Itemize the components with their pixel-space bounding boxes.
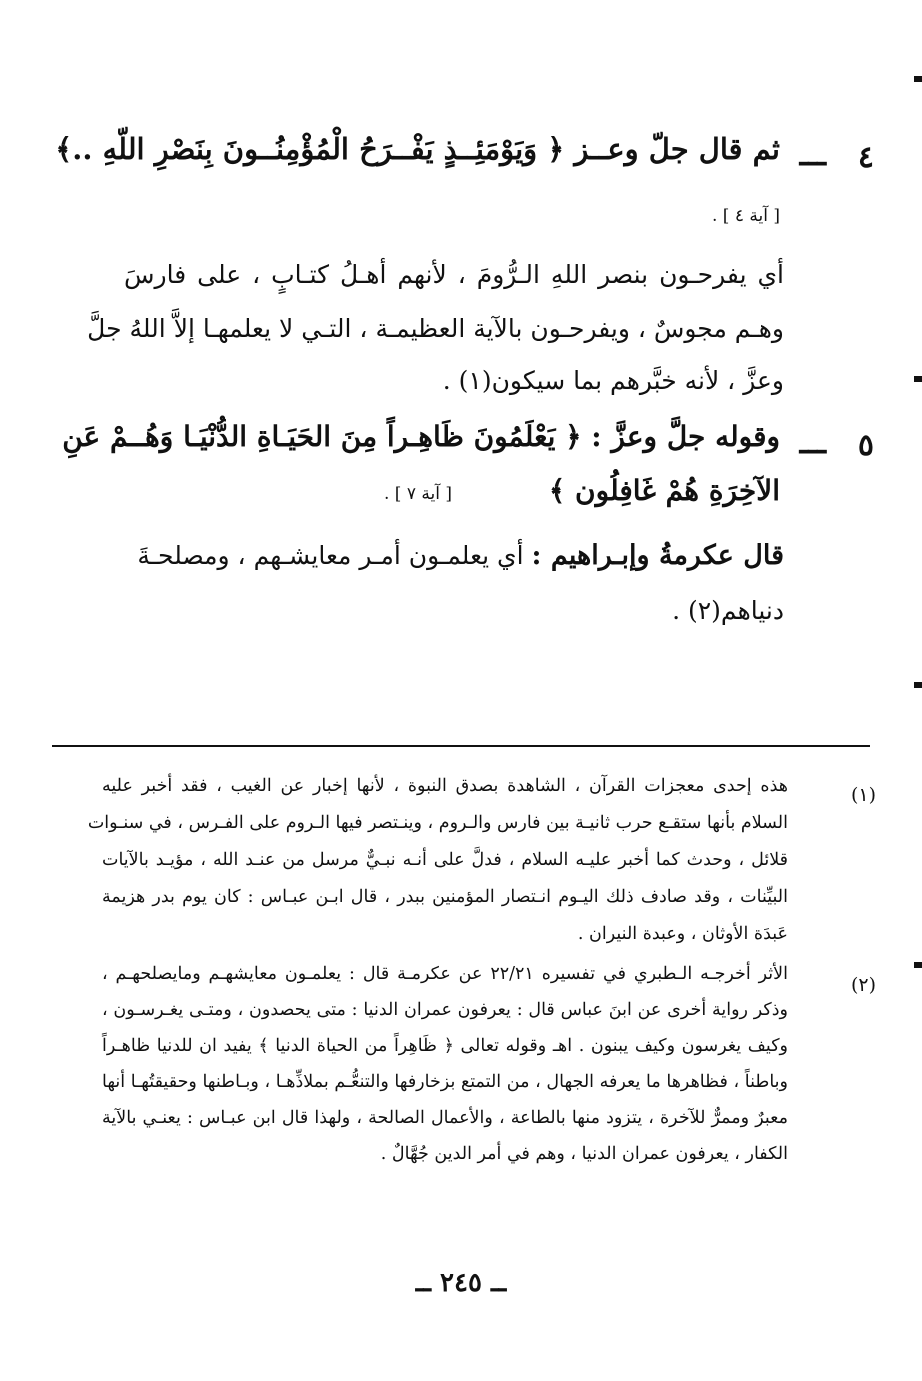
- item-heading: وقوله جلَّ وعزَّ : ﴿ يَعْلَمُونَ ظَاهِـراً مِنَ الحَيَـاةِ الدُّنْيَـا وَهُــمْ عَنِ: [62, 420, 780, 453]
- item-number: ٥: [857, 428, 874, 463]
- body-line: وهـم مجوسٌ ، ويفرحـون بالآية العظيمـة ، التـي لا يعلمهـا إلاَّ اللهُ جلَّ: [87, 314, 784, 343]
- body-line: دنياهم(٢) .: [672, 596, 784, 625]
- footnote-separator: [52, 745, 870, 747]
- footnote-line: وذكر رواية أخرى عن ابنَ عباس قال : يعرفون عمران الدنيا : متى يحصدون ، ومتـى يغـرسـون ،: [102, 1000, 788, 1020]
- footnote-marker: (٢): [850, 974, 876, 996]
- margin-mark: [914, 682, 922, 688]
- footnote-line: هذه إحدى معجزات القرآن ، الشاهدة بصدق النبوة ، لأنها إخبار عن الغيب ، فقد أخبر عليه: [102, 776, 788, 796]
- verse-reference: [ آية ٤ ] .: [712, 206, 780, 226]
- item-heading-continued: الآخِرَةِ هُمْ غَافِلُون ﴾: [548, 474, 780, 507]
- speaker-name: قال عكرمةُ وإبـراهيم :: [531, 540, 784, 571]
- item-heading: ثم قال جلّ وعــز ﴿ وَيَوْمَئِــذٍ يَفْــرَحُ الْمُؤْمِنُــونَ بِنَصْرِ اللّهِ ..﴾: [55, 132, 780, 166]
- body-text: أي يعلمـون أمـر معايشـهم ، ومصلحـةَ: [137, 541, 524, 570]
- footnote-line: الكفار ، يعرفون عمران الدنيا ، وهم في أمر الدين جُهَّالٌ .: [380, 1144, 788, 1164]
- page-number: ــ ٢٤٥ ــ: [415, 1268, 507, 1298]
- footnote-line: السلام بأنها ستقـع حرب ثانيـة بين فارس والـروم ، وينـتصر فيها الـروم على الفـرس ، في سنـوات: [87, 813, 788, 833]
- body-line: أي يفرحـون بنصر اللهِ الـرُّومَ ، لأنهم أهـلُ كتـابٍ ، على فارسَ: [124, 260, 784, 289]
- footnote-line: معبرٌ وممرٌّ للآخرة ، يتزود منها بالطاعة ، والأعمال الصالحة ، ولهذا قال ابن عبـاس : يعنـي بالآية: [102, 1108, 788, 1128]
- margin-mark: [914, 376, 922, 382]
- margin-mark: [914, 962, 922, 968]
- footnote-line: قلائل ، وحدث كما أخبر عليـه السلام ، فدلَّ على أنـه نبـيٌّ مرسل من عنـد الله ، مؤيـد بالآيات: [102, 850, 788, 870]
- footnote-line: وكيف يغرسون وكيف يبنون . اهـ وقوله تعالى ﴿ ظَاهِراً من الحياة الدنيا ﴾ يفيد ان للدنيا ظاهـراً: [102, 1036, 788, 1056]
- footnote-line: عَبدَة الأوثان ، وعبدة النيران .: [577, 924, 788, 944]
- margin-mark: [914, 76, 922, 82]
- footnote-line: وباطناً ، فظاهرها ما يعرفه الجهال ، من التمتع بزخارفها والتنعُّـم بملاذِّهـا ، وبـاطنها وحقيقتُهـا أنها: [102, 1072, 788, 1092]
- item-dash: ـــ: [799, 426, 826, 461]
- item-dash: ـــ: [799, 138, 826, 173]
- body-line: [137, 540, 784, 571]
- footnote-line: البيِّنات ، وقد صادف ذلك اليـوم انـتصار المؤمنين ببدر ، قال ابـن عبـاس : كان يوم بدر هزيمة: [102, 887, 788, 907]
- verse-reference: [ آية ٧ ] .: [384, 484, 452, 504]
- footnote-line: الأثر أخرجـه الـطبري في تفسيره ٢٢/٢١ عن عكرمـة قال : يعلمـون معايشهـم ومايصلحهـم ،: [102, 964, 788, 984]
- footnote-marker: (١): [850, 784, 876, 806]
- item-number: ٤: [857, 140, 874, 175]
- body-line: وعزَّ ، لأنه خبَّرهم بما سيكون(١) .: [442, 366, 784, 395]
